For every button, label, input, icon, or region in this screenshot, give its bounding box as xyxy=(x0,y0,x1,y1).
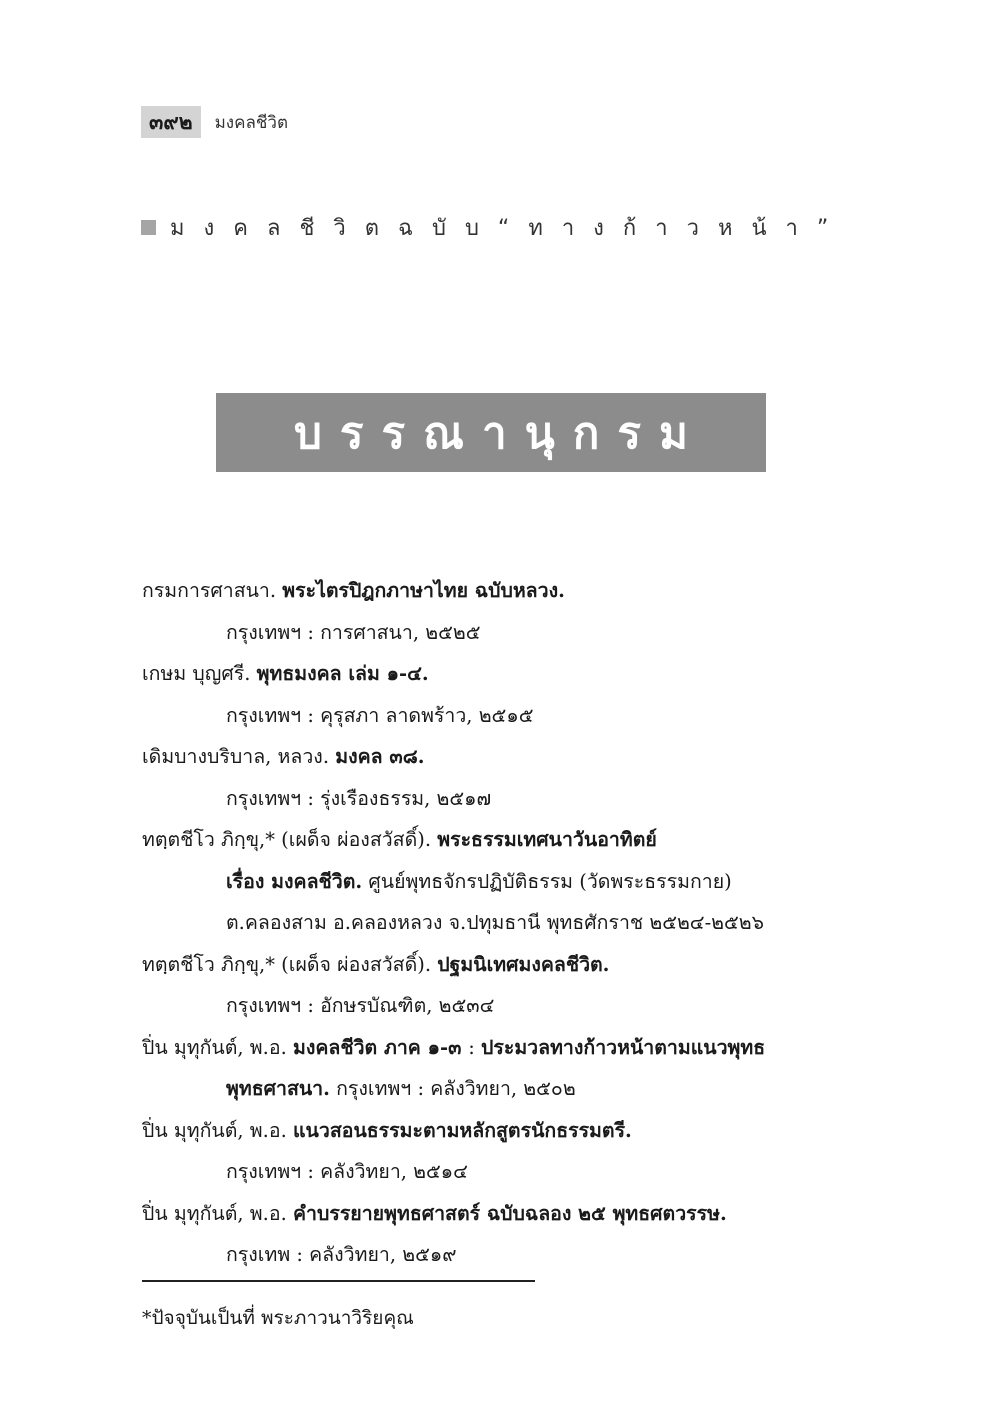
page-header xyxy=(141,106,288,138)
bib-entry-line xyxy=(142,1068,862,1110)
bib-title: พุทธมงคล เล่ม ๑-๔. xyxy=(256,662,429,685)
bib-title: มงคล ๓๘. xyxy=(335,745,425,768)
running-header-title: มงคลชีวิต xyxy=(214,112,289,133)
bib-entry-line xyxy=(142,1193,862,1235)
bib-title: ปฐมนิเทศมงคลชีวิต. xyxy=(437,952,610,976)
footnote: *ปัจจุบันเป็นที่ พระภาวนาวิริยคุณ xyxy=(142,1307,414,1329)
bib-entry-line xyxy=(142,1234,862,1276)
bib-entry-line xyxy=(142,944,862,986)
bib-title: พระไตรปิฎกภาษาไทย ฉบับหลวง. xyxy=(282,579,565,602)
bib-publisher: กรุงเทพฯ : การศาสนา, ๒๕๒๕ xyxy=(226,620,481,644)
bib-entry-line xyxy=(142,985,862,1027)
footnote-divider xyxy=(142,1280,535,1282)
bib-entry-line xyxy=(142,819,862,861)
bib-entry-line xyxy=(142,861,862,903)
series-title: มงคลชีวิตฉบับ“ทางก้าวหน้า” xyxy=(170,216,848,241)
bibliography-list xyxy=(142,570,862,1276)
bib-author: เกษม บุญศรี. xyxy=(142,662,257,685)
bib-title: มงคลชีวิต ภาค ๑-๓ xyxy=(292,1035,469,1059)
bib-author: ทตฺตชีโว ภิกฺขุ,* (เผด็จ ผ่องสวัสดิ์). xyxy=(142,828,438,851)
series-title-line xyxy=(141,210,847,245)
bib-entry-line xyxy=(142,778,862,820)
bib-entry-line xyxy=(142,1027,862,1069)
bib-publisher: กรุงเทพฯ : คลังวิทยา, ๒๕๐๒ xyxy=(329,1077,576,1100)
bib-subtitle: พุทธศาสนา. xyxy=(226,1077,330,1100)
bib-entry-line xyxy=(142,612,862,654)
bib-author: เดิมบางบริบาล, หลวง. xyxy=(142,745,336,768)
bib-title: คำบรรยายพุทธศาสตร์ ฉบับฉลอง ๒๕ พุทธศตวรรษ. xyxy=(292,1201,727,1225)
square-bullet-icon xyxy=(141,220,156,235)
bib-separator: : xyxy=(468,1035,481,1059)
bib-author: ปิ่น มุทุกันต์, พ.อ. xyxy=(142,1035,293,1059)
bib-entry-line xyxy=(142,695,862,737)
bib-entry-line xyxy=(142,902,862,944)
page-number: ๓๙๒ xyxy=(141,106,201,138)
bib-subtitle: ประมวลทางก้าวหน้าตามแนวพุทธ xyxy=(481,1035,766,1059)
bib-publisher: กรุงเทพฯ : รุ่งเรืองธรรม, ๒๕๑๗ xyxy=(226,786,492,810)
bib-publisher: กรุงเทพ : คลังวิทยา, ๒๕๑๙ xyxy=(226,1243,457,1266)
bib-publisher: ศูนย์พุทธจักรปฏิบัติธรรม (วัดพระธรรมกาย) xyxy=(362,869,732,893)
bib-author: ปิ่น มุทุกันต์, พ.อ. xyxy=(142,1201,293,1225)
bib-entry-line xyxy=(142,570,862,612)
bib-publisher: ต.คลองสาม อ.คลองหลวง จ.ปทุมธานี พุทธศักราช ๒๕๒๔-๒๕๒๖ xyxy=(226,911,765,934)
bib-entry-line xyxy=(142,1110,862,1152)
bib-entry-line xyxy=(142,1151,862,1193)
bib-author: ปิ่น มุทุกันต์, พ.อ. xyxy=(142,1118,293,1142)
bib-publisher: กรุงเทพฯ : คุรุสภา ลาดพร้าว, ๒๕๑๕ xyxy=(226,703,534,727)
bib-entry-line xyxy=(142,653,862,695)
section-title-banner xyxy=(216,393,766,472)
bib-author: ทตฺตชีโว ภิกฺขุ,* (เผด็จ ผ่องสวัสดิ์). xyxy=(142,952,438,976)
bib-title: แนวสอนธรรมะตามหลักสูตรนักธรรมตรี. xyxy=(292,1118,632,1142)
section-title: บรรณานุกรม xyxy=(293,407,707,459)
bib-author: กรมการศาสนา. xyxy=(142,579,283,602)
bib-publisher: กรุงเทพฯ : อักษรบัณฑิต, ๒๕๓๔ xyxy=(226,994,495,1017)
bib-entry-line xyxy=(142,736,862,778)
bib-title: พระธรรมเทศนาวันอาทิตย์ xyxy=(437,828,657,851)
bib-title: เรื่อง มงคลชีวิต. xyxy=(226,869,363,893)
bib-publisher: กรุงเทพฯ : คลังวิทยา, ๒๕๑๔ xyxy=(226,1160,468,1183)
